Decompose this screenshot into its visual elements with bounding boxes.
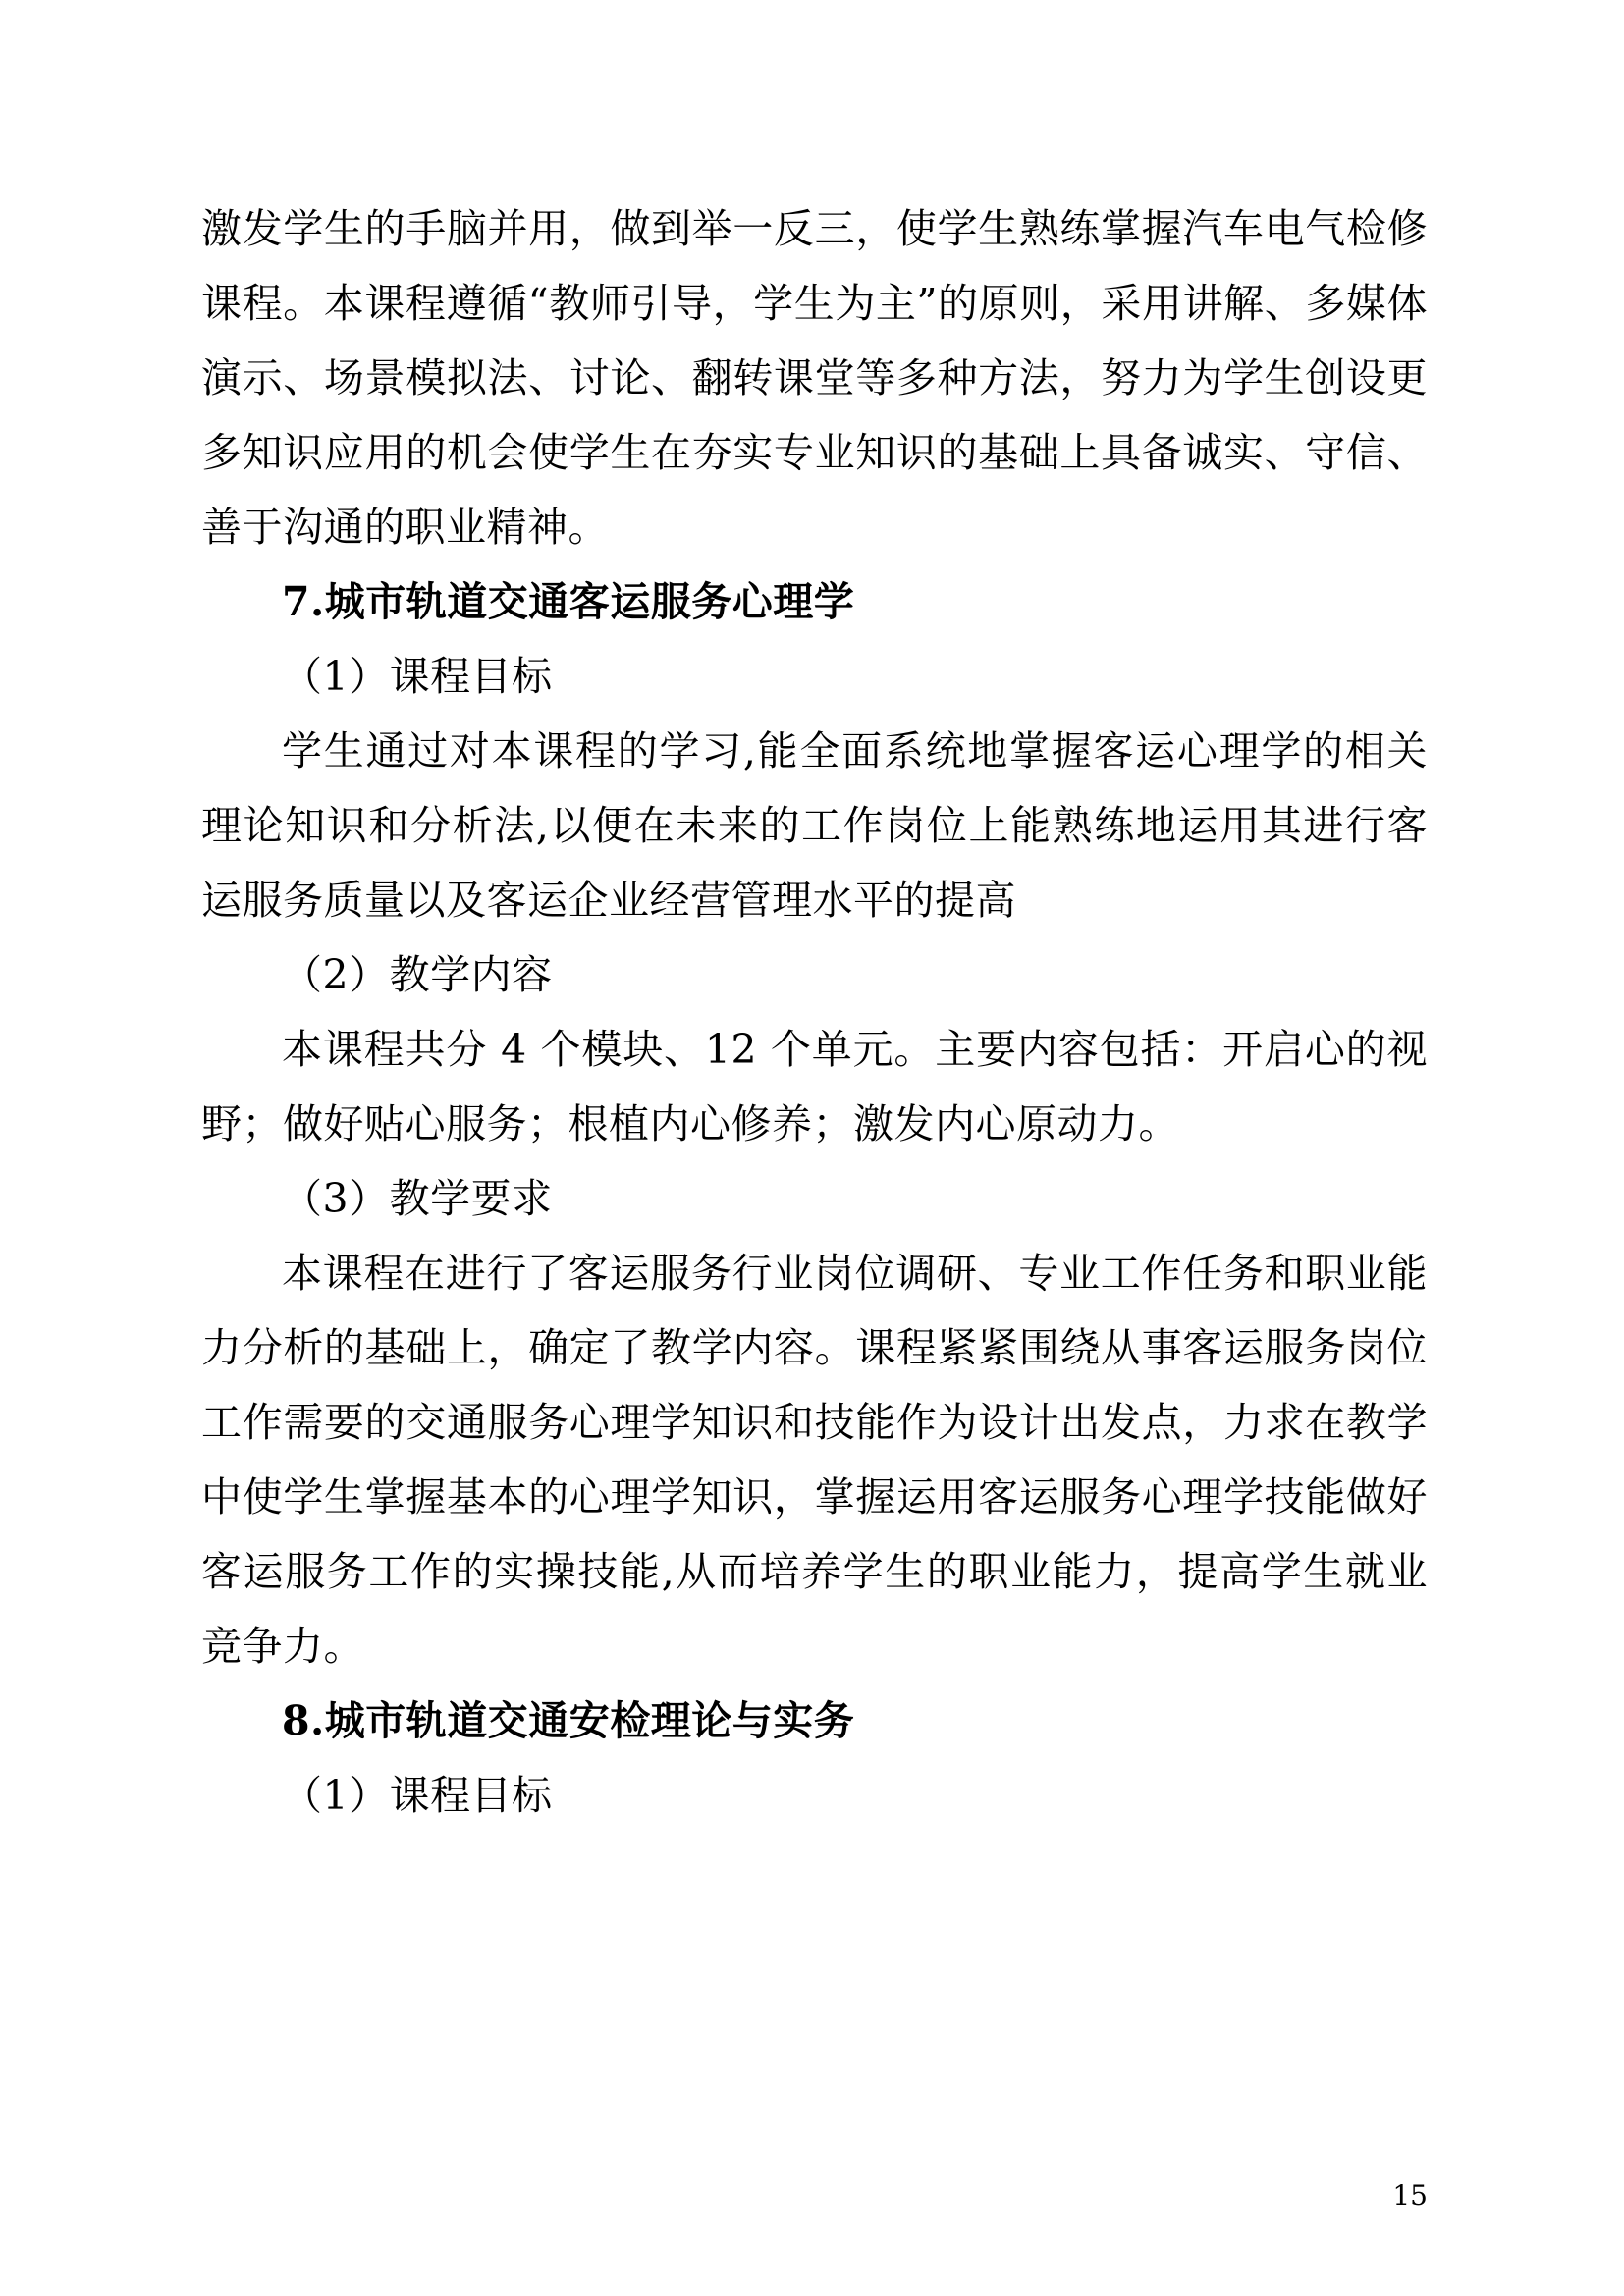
subsection-label-7-2: （2）教学内容 xyxy=(282,951,553,998)
page-content xyxy=(201,191,1428,1833)
page-number: 15 xyxy=(1392,2179,1428,2212)
subsection-label-7-1: （1）课程目标 xyxy=(282,653,553,700)
subsection-label-8-1: （1）课程目标 xyxy=(282,1772,553,1819)
section-heading-8: 8.城市轨道交通安检理论与实务 xyxy=(282,1697,855,1744)
paragraph-course-objective-7: 学生通过对本课程的学习,能全面系统地掌握客运心理学的相关理论知识和分析法,以便在未来的工作岗位上能熟练地运用其进行客运服务质量以及客运企业经营管理水平的提高 xyxy=(201,727,1428,924)
subsection-label-7-3: （3）教学要求 xyxy=(282,1175,553,1222)
paragraph-intro: 激发学生的手脑并用，做到举一反三，使学生熟练掌握汽车电气检修课程。本课程遵循“教师引导，学生为主”的原则，采用讲解、多媒体演示、场景模拟法、讨论、翻转课堂等多种方法，努力为学生创设更多知识应用的机会使学生在夯实专业知识的基础上具备诚实、守信、善于沟通的职业精神。 xyxy=(201,205,1428,551)
paragraph-teaching-content-7: 本课程共分 4 个模块、12 个单元。主要内容包括：开启心的视野；做好贴心服务；根植内心修养；激发内心原动力。 xyxy=(201,1026,1428,1148)
section-heading-7: 7.城市轨道交通客运服务心理学 xyxy=(282,578,855,625)
paragraph-teaching-requirements-7: 本课程在进行了客运服务行业岗位调研、专业工作任务和职业能力分析的基础上，确定了教学内容。课程紧紧围绕从事客运服务岗位工作需要的交通服务心理学知识和技能作为设计出发点，力求在教学中使学生掌握基本的心理学知识，掌握运用客运服务心理学技能做好客运服务工作的实操技能,从而培养学生的职业能力，提高学生就业竞争力。 xyxy=(201,1250,1428,1670)
